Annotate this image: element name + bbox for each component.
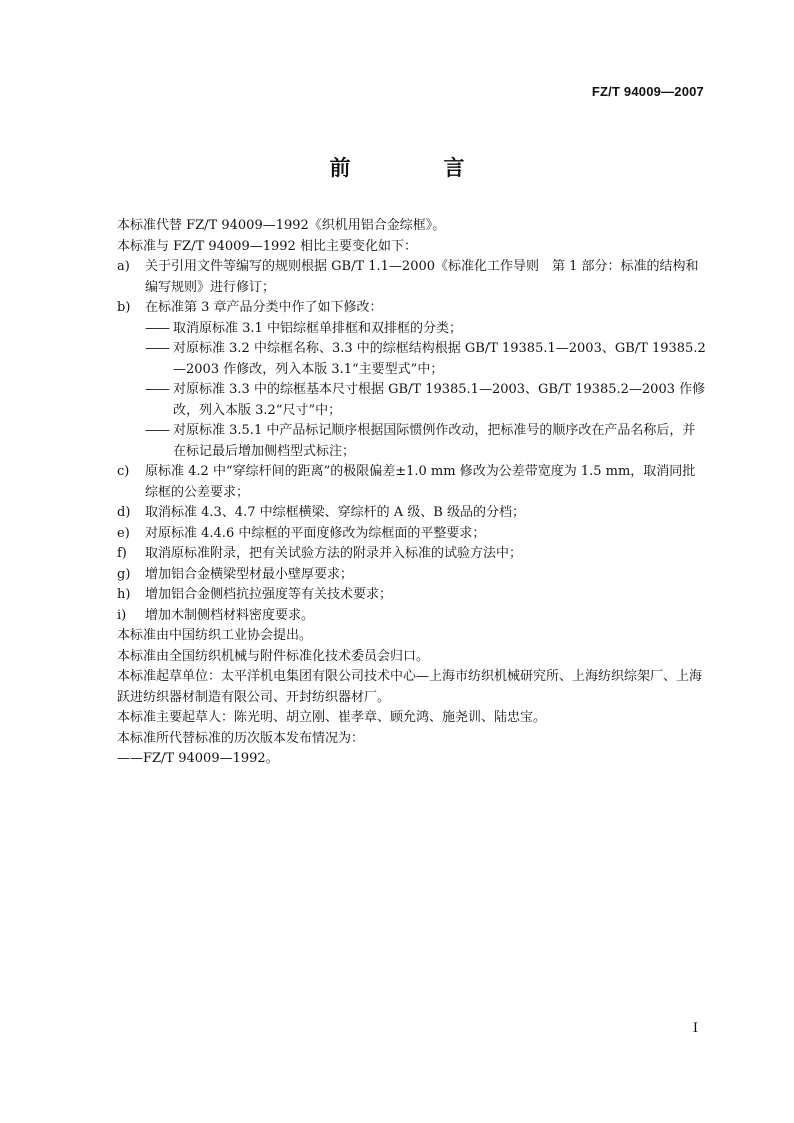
- page-number: I: [692, 1021, 698, 1036]
- sub-item-text: 对原标准 3.3 中的综框基本尺寸根据 GB/T 19385.1—2003、GB/T 19385.2—2003 作修改，列入本版 3.2“尺寸”中；: [173, 382, 706, 418]
- list-item-label: e): [117, 525, 130, 541]
- closing-line-3: 本标准起草单位：太平洋机电集团有限公司技术中心—上海市纺织机械研究所、上海纺织综架厂、上海跃进纺织器材制造有限公司、开封纺织器材厂。: [117, 669, 703, 705]
- sub-item-text: 对原标准 3.5.1 中产品标记顺序根据国际惯例作改动，把标准号的顺序改在产品名称后，并在标记最后增加侧档型式标注；: [173, 423, 696, 459]
- foreword-body: [117, 216, 707, 770]
- list-item-d: [117, 503, 707, 524]
- list-item-label: a): [117, 259, 130, 274]
- list-item-c: [117, 462, 707, 503]
- list-item-text: 增加木制侧档材料密度要求。: [145, 607, 315, 623]
- sub-item-1: [117, 319, 707, 340]
- sub-item-dash: ——: [145, 423, 169, 438]
- list-item-g: [117, 565, 707, 586]
- sub-item-dash: ——: [145, 341, 169, 356]
- list-item-text: 原标准 4.2 中“穿综杆间的距离”的极限偏差±1.0 mm 修改为公差带宽度为 1.5 mm，取消同批综框的公差要求；: [145, 464, 696, 500]
- closing-line-2: 本标准由全国纺织机械与附件标准化技术委员会归口。: [117, 648, 430, 664]
- closing-line-6: ——FZ/T 94009—1992。: [117, 751, 279, 766]
- closing-line-4: 本标准主要起草人：陈光明、胡立刚、崔孝章、顾允鸿、施尧训、陆忠宝。: [117, 710, 547, 725]
- header-std-code: FZ/T 94009—2007: [591, 84, 704, 99]
- list-item-label: f): [117, 546, 127, 561]
- list-item-label: c): [117, 464, 130, 479]
- list-item-text: 在标准第 3 章产品分类中作了如下修改：: [145, 300, 383, 315]
- list-item-text: 对原标准 4.4.6 中综框的平面度修改为综框面的平整要求；: [145, 525, 486, 541]
- list-item-label: d): [117, 505, 131, 520]
- sub-item-dash: ——: [145, 320, 169, 336]
- list-item-h: [117, 585, 707, 606]
- intro-line-2: 本标准与 FZ/T 94009—1992 相比主要变化如下：: [117, 238, 417, 254]
- sub-item-dash: ——: [145, 382, 169, 397]
- list-item-a: [117, 257, 707, 298]
- list-item-label: g): [117, 566, 131, 582]
- list-item-text: 关于引用文件等编写的规则根据 GB/T 1.1—2000《标准化工作导则 第 1 部分：标准的结构和编写规则》进行修订；: [145, 259, 699, 295]
- list-item-text: 增加铝合金横梁型材最小壁厚要求；: [145, 566, 354, 582]
- closing-line-1: 本标准由中国纺织工业协会提出。: [117, 628, 313, 643]
- list-item-e: [117, 524, 707, 545]
- closing-line-5: 本标准所代替标准的历次版本发布情况为：: [117, 730, 365, 746]
- list-item-text: 取消原标准附录，把有关试验方法的附录并入标准的试验方法中；: [145, 546, 523, 561]
- sub-item-text: 对原标准 3.2 中综框名称、3.3 中的综框结构根据 GB/T 19385.1—2003、GB/T 19385.2—2003 作修改，列入本版 3.1“主要型式”中；: [173, 341, 706, 377]
- list-item-b: [117, 298, 707, 319]
- sub-item-2: [117, 339, 707, 380]
- list-item-i: [117, 606, 707, 627]
- sub-item-text: 取消原标准 3.1 中铝综框单排框和双排框的分类；: [173, 320, 462, 336]
- sub-item-4: [117, 421, 707, 462]
- list-item-text: 取消标准 4.3、4.7 中综框横梁、穿综杆的 A 级、B 级品的分档；: [145, 505, 525, 520]
- list-item-label: i): [117, 607, 127, 623]
- sub-item-3: [117, 380, 707, 421]
- page-title: 前 言: [329, 155, 501, 180]
- list-item-label: h): [117, 587, 131, 602]
- list-item-f: [117, 544, 707, 565]
- list-item-label: b): [117, 300, 131, 315]
- list-item-text: 增加铝合金侧档抗拉强度等有关技术要求；: [145, 587, 393, 602]
- intro-line-1: 本标准代替 FZ/T 94009—1992《织机用铝合金综框》。: [117, 218, 446, 233]
